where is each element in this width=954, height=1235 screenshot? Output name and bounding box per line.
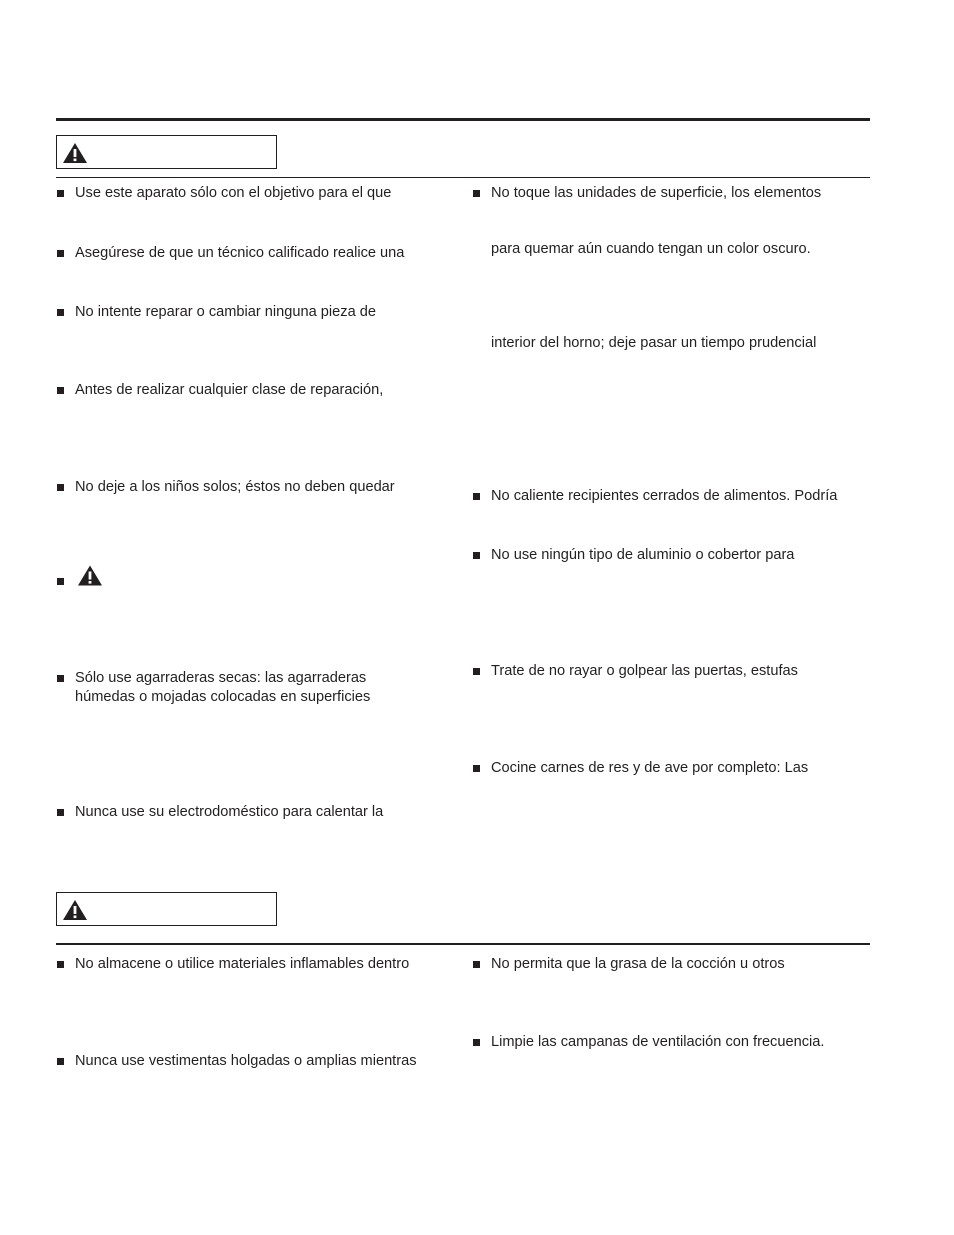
warning-triangle-icon	[62, 899, 88, 921]
list-item-text: Antes de realizar cualquier clase de reparación,	[75, 382, 384, 398]
list-item-continuation: para quemar aún cuando tengan un color oscuro.	[491, 241, 811, 257]
bullet	[473, 961, 480, 968]
warning-triangle-icon	[62, 142, 88, 164]
list-item-text: Nunca use vestimentas holgadas o amplias mientras	[75, 1053, 417, 1069]
bullet	[57, 484, 64, 491]
bullet	[57, 387, 64, 394]
top-rule	[56, 118, 870, 121]
section-divider	[56, 177, 870, 178]
list-item-continuation: húmedas o mojadas colocadas en superficies	[75, 689, 371, 705]
warning-label-box	[56, 135, 277, 169]
list-item-text: Sólo use agarraderas secas: las agarraderas	[75, 670, 367, 686]
list-item-text: Asegúrese de que un técnico calificado realice una	[75, 245, 405, 261]
section-divider	[56, 943, 870, 945]
list-item-text: No toque las unidades de superficie, los elementos	[491, 185, 822, 201]
bullet	[57, 675, 64, 682]
list-item-text: No intente reparar o cambiar ninguna pieza de	[75, 304, 376, 320]
list-item-text: No almacene o utilice materiales inflamables dentro	[75, 956, 410, 972]
list-item-text: Trate de no rayar o golpear las puertas, estufas	[491, 663, 798, 679]
list-item-text: Nunca use su electrodoméstico para calentar la	[75, 804, 384, 820]
warning-triangle-icon	[77, 564, 103, 587]
bullet	[473, 668, 480, 675]
list-item-text: Use este aparato sólo con el objetivo para el que	[75, 185, 392, 201]
bullet	[57, 1058, 64, 1065]
bullet	[57, 190, 64, 197]
list-item-text: Cocine carnes de res y de ave por completo: Las	[491, 760, 809, 776]
bullet	[473, 765, 480, 772]
list-item-text: No use ningún tipo de aluminio o cobertor para	[491, 547, 795, 563]
bullet	[473, 190, 480, 197]
list-item-text: No deje a los niños solos; éstos no deben quedar	[75, 479, 395, 495]
list-item-text: Limpie las campanas de ventilación con frecuencia.	[491, 1034, 825, 1050]
bullet	[57, 578, 64, 585]
bullet	[57, 309, 64, 316]
warning-label-box	[56, 892, 277, 926]
bullet	[57, 250, 64, 257]
bullet	[57, 809, 64, 816]
list-item-continuation: interior del horno; deje pasar un tiempo prudencial	[491, 335, 817, 351]
list-item-text: No permita que la grasa de la cocción u otros	[491, 956, 785, 972]
bullet	[473, 493, 480, 500]
bullet	[57, 961, 64, 968]
list-item-text: No caliente recipientes cerrados de alimentos. Podría	[491, 488, 838, 504]
bullet	[473, 552, 480, 559]
bullet	[473, 1039, 480, 1046]
